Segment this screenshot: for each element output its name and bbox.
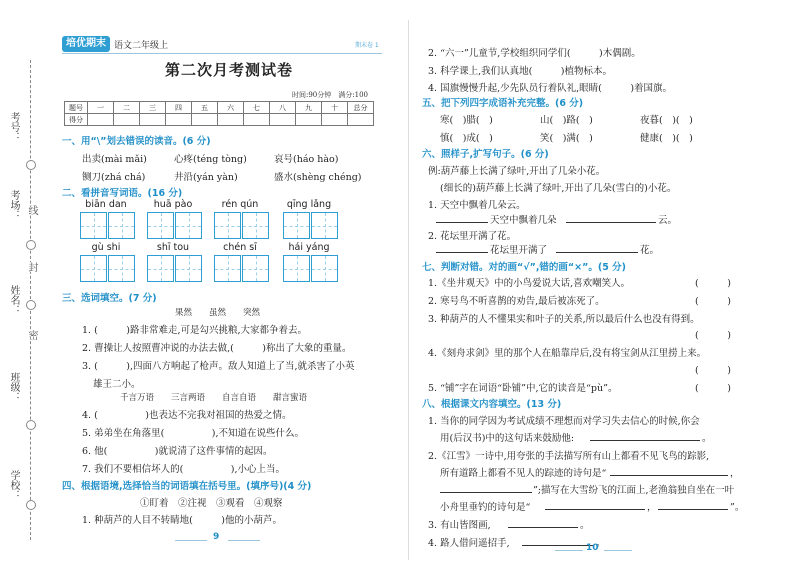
section-7-title: 七、判断对错。对的画“√”,错的画“×”。(5 分): [422, 262, 626, 273]
binding-hole: [26, 500, 36, 510]
pinyin-group: [283, 199, 339, 239]
class-label: 班级：: [8, 372, 19, 402]
score-input-cell[interactable]: [322, 114, 348, 126]
score-input-cell[interactable]: [218, 114, 244, 126]
answer-blank[interactable]: [658, 509, 728, 510]
binding-hole: [26, 420, 36, 430]
idiom-item[interactable]: 山( )路( ): [540, 115, 593, 126]
pinyin-text: shī tou: [156, 242, 190, 253]
score-input-cell[interactable]: [270, 114, 296, 126]
score-input-cell[interactable]: [140, 114, 166, 126]
binding-hole: [26, 160, 36, 170]
section-1-title: 一、用“\”划去错误的读音。(6 分): [62, 136, 211, 147]
question-3-4: 4. ( )也表达不完我对祖国的热爱之情。: [82, 410, 292, 421]
question-6-1: 1. 天空中飘着几朵云。: [428, 200, 526, 211]
fill-4-end: 。: [596, 538, 606, 549]
pronunciation-item[interactable]: 出卖(mài mǎi): [82, 154, 147, 165]
writing-box[interactable]: [311, 255, 338, 282]
judgement-answer[interactable]: ( ): [695, 278, 731, 289]
question-4-2: 2. “六一”儿童节,学校组织同学们( )木偶剧。: [428, 48, 641, 59]
pinyin-group: [214, 242, 270, 282]
pinyin-text: rén qún: [221, 199, 259, 210]
exam-meta: 时间:90分钟 满分:100: [292, 91, 368, 99]
fill-2-line-a: 2.《江雪》一诗中,用夸张的手法描写所有山上都看不见飞鸟的踪影,: [428, 451, 710, 462]
judgement-answer[interactable]: ( ): [695, 296, 731, 307]
fill-2-line-e: 小舟里垂钓的诗句是“: [440, 502, 531, 513]
question-3-6: 6. 他( )就说清了这件事情的起因。: [82, 446, 273, 457]
score-table-header-row: [65, 102, 374, 114]
answer-blank[interactable]: [508, 527, 578, 528]
section-4-title: 四、根据语境,选择恰当的词语填在括号里。(填序号)(4 分): [62, 481, 312, 492]
score-cell: 五: [192, 102, 218, 114]
pinyin-group: [80, 199, 136, 239]
pinyin-group: [80, 242, 136, 282]
question-3-2: 2. 曹操让人按照曹冲说的办法去做,( )称出了大象的重量。: [82, 343, 352, 354]
fill-3: 3. 有山皆图画,: [428, 520, 491, 531]
writing-box[interactable]: [242, 255, 269, 282]
score-cell: 七: [244, 102, 270, 114]
binding-hole: [26, 240, 36, 250]
judgement-answer[interactable]: ( ): [695, 365, 731, 376]
fill-4: 4. 路人借问遥招手,: [428, 538, 510, 549]
section-5-title: 五、把下列四字成语补充完整。(6 分): [422, 98, 584, 109]
section-2-title: 二、看拼音写词语。(16 分): [62, 188, 183, 199]
score-cell: 一: [88, 102, 114, 114]
pinyin-group: [283, 242, 339, 282]
fill-2-line-b: 所有道路上都看不见人的踪迹的诗句是“: [440, 468, 607, 479]
writing-box[interactable]: [175, 255, 202, 282]
seal-mark-seal: 封: [26, 262, 37, 272]
judgement-1: 1.《坐井观天》中的小鸟爱说大话,喜欢嘲笑人。: [428, 278, 631, 289]
writing-box[interactable]: [108, 255, 135, 282]
judgement-5: 5. “铺”字在词语“卧铺”中,它的读音是“pù”。: [428, 383, 618, 394]
example-expanded: (细长的)葫芦藤上长满了绿叶,开出了几朵(雪白的)小花。: [440, 183, 677, 194]
writing-box[interactable]: [283, 255, 310, 282]
judgement-answer[interactable]: ( ): [695, 330, 731, 341]
subject-label: 语文二年级上: [114, 41, 169, 51]
score-input-cell[interactable]: [192, 114, 218, 126]
page-footer-rule: [228, 540, 260, 541]
pinyin-text: qīng lǎng: [286, 199, 332, 210]
score-input-cell[interactable]: [296, 114, 322, 126]
score-input-cell[interactable]: [114, 114, 140, 126]
judgement-4: 4.《刻舟求剑》里的那个人在船靠岸后,没有将宝剑从江里捞上来。: [428, 348, 707, 359]
score-input-cell[interactable]: [166, 114, 192, 126]
answer-blank[interactable]: [440, 492, 532, 493]
fill-2-end: ”。: [730, 502, 745, 513]
question-4-3: 3. 科学课上,我们认真地( )植物标本。: [428, 66, 613, 77]
score-cell: 题号: [65, 102, 88, 114]
fill-1-end: 。: [702, 433, 712, 444]
fill-2-line-d: ”;描写在大雪纷飞的江面上,老渔翁独自坐在一叶: [533, 485, 735, 496]
page-number-right: 10: [586, 543, 599, 553]
section-3-title: 三、选词填空。(7 分): [62, 293, 157, 304]
question-3-5: 5. 弟弟坐在角落里( ),不知道在说些什么。: [82, 428, 305, 439]
writing-box[interactable]: [242, 212, 269, 239]
pronunciation-item[interactable]: 井沿(yán yàn): [174, 172, 238, 183]
score-cell: 十: [322, 102, 348, 114]
binding-hole: [26, 300, 36, 310]
idiom-item[interactable]: 笑( )满( ): [540, 133, 593, 144]
page-footer-rule: [555, 550, 583, 551]
score-table: [64, 101, 374, 126]
score-cell: 八: [270, 102, 296, 114]
answer-blank[interactable]: [436, 222, 488, 223]
writing-box[interactable]: [80, 212, 107, 239]
question-4-1: 1. 种葫芦的人目不转睛地( )他的小葫芦。: [82, 515, 282, 526]
question-3-3: 3. ( ),四面八方响起了枪声。敌人知道上了当,就杀害了小英: [82, 361, 355, 372]
exam-room-label: 考场：: [8, 190, 19, 220]
pinyin-group: [147, 199, 203, 239]
binding-sidebar: [0, 0, 52, 576]
score-cell: 总分: [348, 102, 374, 114]
score-cell: 九: [296, 102, 322, 114]
seal-mark-line: 线: [26, 205, 37, 215]
pinyin-text: chén sī: [223, 242, 257, 253]
writing-box[interactable]: [108, 212, 135, 239]
word-bank-2: 千言万语 三言两语 自言自语 甜言蜜语: [120, 393, 308, 403]
answer-blank[interactable]: [610, 475, 728, 476]
writing-box[interactable]: [311, 212, 338, 239]
example-sentence: 例:葫芦藤上长满了绿叶,开出了几朵小花。: [428, 166, 606, 177]
idiom-item[interactable]: 健康( )( ): [640, 133, 693, 144]
score-input-cell[interactable]: [348, 114, 374, 126]
option-list: ①盯着 ②注视 ③观看 ④观察: [140, 498, 283, 509]
section-8-title: 八、根据课文内容填空。(13 分): [422, 399, 562, 410]
question-3-7: 7. 我们不要相信坏人的( ),小心上当。: [82, 464, 286, 475]
answer-blank[interactable]: [566, 222, 656, 223]
question-3-3-cont: 雄王二小。: [93, 379, 141, 390]
answer-blank[interactable]: [556, 252, 638, 253]
idiom-item[interactable]: 寒( )腊( ): [440, 115, 493, 126]
fill-1-line-a: 1. 当你的同学因为考试成绩不理想而对学习失去信心的时候,你会: [428, 416, 700, 427]
seal-mark-secret: 密: [26, 330, 37, 340]
pinyin-text: biān dan: [85, 199, 127, 210]
section-6-title: 六、照样子,扩写句子。(6 分): [422, 149, 549, 160]
pinyin-text: gù shi: [91, 242, 121, 253]
pronunciation-item[interactable]: 盛水(shèng chéng): [274, 172, 362, 183]
question-4-4: 4. 国旗慢慢升起,少先队员行着队礼,眼睛( )着国旗。: [428, 83, 673, 94]
idiom-item[interactable]: 慎( )成( ): [440, 133, 493, 144]
page-footer-rule: [604, 550, 632, 551]
answer-blank[interactable]: [545, 509, 645, 510]
pronunciation-item[interactable]: 铡刀(zhá chá): [82, 172, 146, 183]
question-6-1-fill: 天空中飘着几朵: [490, 215, 557, 226]
fill-3-end: 。: [580, 520, 590, 531]
fill-2-comma-1: ，: [730, 468, 740, 479]
header-rule: [62, 53, 382, 54]
name-label: 姓名：: [8, 285, 19, 315]
page-divider: [408, 20, 409, 560]
score-input-cell[interactable]: [244, 114, 270, 126]
page-footer-rule: [175, 540, 207, 541]
question-6-2-fill: 花坛里开满了: [490, 245, 548, 256]
writing-box[interactable]: [214, 255, 241, 282]
pinyin-group: [147, 242, 203, 282]
question-6-1-end: 云。: [658, 215, 678, 226]
word-bank-1: 果然 虽然 突然: [175, 308, 261, 318]
writing-box[interactable]: [147, 212, 174, 239]
idiom-item[interactable]: 夜暮( )( ): [640, 115, 693, 126]
score-table-score-row: [65, 114, 374, 126]
tiny-mark: 期末卷 1: [355, 42, 379, 49]
writing-box[interactable]: [175, 212, 202, 239]
fill-1-line-b: 用(后汉书)中的这句话来鼓励他:: [440, 433, 575, 444]
exam-number-label: 考号：: [8, 112, 19, 142]
score-cell: 得分: [65, 114, 88, 126]
question-6-2-end: 花。: [640, 245, 660, 256]
pinyin-text: huā pào: [153, 199, 193, 210]
judgement-answer[interactable]: ( ): [695, 383, 731, 394]
score-input-cell[interactable]: [88, 114, 114, 126]
score-cell: 六: [218, 102, 244, 114]
score-cell: 四: [166, 102, 192, 114]
school-label: 学校：: [8, 470, 19, 500]
pinyin-group: [214, 199, 270, 239]
pronunciation-item[interactable]: 哀号(háo hào): [274, 154, 339, 165]
pronunciation-item[interactable]: 心疼(téng tòng): [174, 154, 247, 165]
pinyin-text: hái yáng: [288, 242, 330, 253]
writing-box[interactable]: [147, 255, 174, 282]
fill-2-comma-2: ，: [647, 502, 657, 513]
writing-box[interactable]: [214, 212, 241, 239]
judgement-3: 3. 种葫芦的人不懂果实和叶子的关系,所以最后什么也没有得到。: [428, 314, 700, 325]
answer-blank[interactable]: [522, 545, 594, 546]
page-number-left: 9: [213, 532, 220, 542]
score-cell: 三: [140, 102, 166, 114]
question-3-1: 1. ( )路非常难走,可是勾兴挑粮,大家都争着去。: [82, 325, 308, 336]
score-cell: 二: [114, 102, 140, 114]
brand-logo: 培优期末: [62, 36, 110, 52]
answer-blank[interactable]: [436, 252, 488, 253]
writing-box[interactable]: [80, 255, 107, 282]
writing-box[interactable]: [283, 212, 310, 239]
page-title: 第二次月考测试卷: [165, 61, 294, 79]
judgement-2: 2. 寒号鸟不听喜鹊的劝告,最后被冻死了。: [428, 296, 605, 307]
question-6-2: 2. 花坛里开满了花。: [428, 231, 517, 242]
answer-blank[interactable]: [590, 440, 700, 441]
